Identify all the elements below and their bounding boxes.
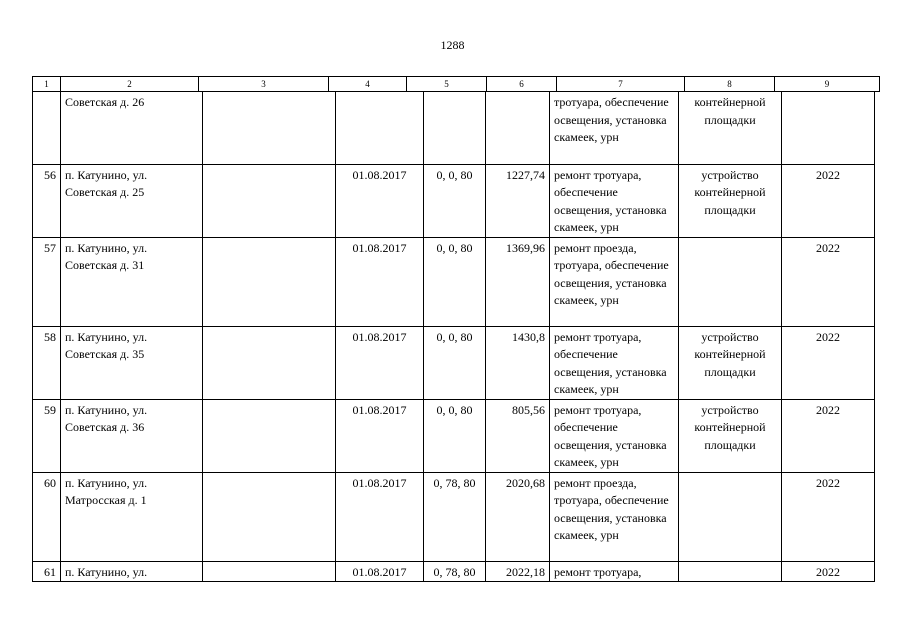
amount-cell [486,92,550,164]
col-header-9: 9 [775,77,880,92]
extra-cell [679,472,782,561]
address-cell: п. Катунино, ул. Советская д. 25 [61,164,203,237]
extra-cell: устройство контейнерной площадки [679,326,782,399]
col-header-6: 6 [487,77,557,92]
address-cell: п. Катунино, ул. Матросская д. 1 [61,472,203,561]
address-cell: п. Катунино, ул. Советская д. 35 [61,326,203,399]
col3-cell [203,399,336,472]
extra-cell [679,237,782,326]
col3-cell [203,326,336,399]
table-row [33,92,875,164]
table-row [33,561,875,582]
row-number [33,92,61,164]
row-number: 56 [33,164,61,237]
works-cell: тротуара, обеспечение освещения, установка скамеек, урн [550,92,679,164]
row-number: 58 [33,326,61,399]
col3-cell [203,92,336,164]
table-row [33,237,875,326]
works-cell: ремонт тротуара, обеспечение освещения, установка скамеек, урн [550,399,679,472]
col-header-4: 4 [329,77,407,92]
works-cell: ремонт тротуара, обеспечение освещения, установка скамеек, урн [550,326,679,399]
col3-cell [203,164,336,237]
date-cell: 01.08.2017 [336,237,424,326]
improvement-table [32,92,875,582]
address-cell: п. Катунино, ул. [61,561,203,582]
coords-cell: 0, 0, 80 [424,237,486,326]
col-header-3: 3 [199,77,329,92]
amount-cell: 2020,68 [486,472,550,561]
extra-cell [679,561,782,582]
amount-cell: 1430,8 [486,326,550,399]
col-header-1: 1 [33,77,61,92]
extra-cell: контейнерной площадки [679,92,782,164]
row-number: 59 [33,399,61,472]
amount-cell: 1227,74 [486,164,550,237]
col3-cell [203,472,336,561]
table-row [33,164,875,237]
extra-cell: устройство контейнерной площадки [679,164,782,237]
address-cell: п. Катунино, ул. Советская д. 31 [61,237,203,326]
column-number-header [32,76,880,92]
col-header-7: 7 [557,77,685,92]
year-cell: 2022 [782,326,875,399]
row-number: 60 [33,472,61,561]
coords-cell: 0, 0, 80 [424,164,486,237]
year-cell: 2022 [782,164,875,237]
col-header-5: 5 [407,77,487,92]
date-cell: 01.08.2017 [336,164,424,237]
col3-cell [203,561,336,582]
works-cell: ремонт тротуара, [550,561,679,582]
amount-cell: 805,56 [486,399,550,472]
address-cell: Советская д. 26 [61,92,203,164]
date-cell: 01.08.2017 [336,399,424,472]
works-cell: ремонт тротуара, обеспечение освещения, установка скамеек, урн [550,164,679,237]
table-row [33,399,875,472]
col3-cell [203,237,336,326]
table-row [33,326,875,399]
works-cell: ремонт проезда, тротуара, обеспечение освещения, установка скамеек, урн [550,472,679,561]
date-cell: 01.08.2017 [336,472,424,561]
year-cell [782,92,875,164]
col-header-8: 8 [685,77,775,92]
coords-cell: 0, 78, 80 [424,472,486,561]
year-cell: 2022 [782,399,875,472]
coords-cell [424,92,486,164]
year-cell: 2022 [782,561,875,582]
row-number: 61 [33,561,61,582]
year-cell: 2022 [782,237,875,326]
coords-cell: 0, 0, 80 [424,326,486,399]
amount-cell: 1369,96 [486,237,550,326]
date-cell [336,92,424,164]
works-cell: ремонт проезда, тротуара, обеспечение освещения, установка скамеек, урн [550,237,679,326]
extra-cell: устройство контейнерной площадки [679,399,782,472]
table-row [33,472,875,561]
page-number: 1288 [440,38,465,52]
coords-cell: 0, 78, 80 [424,561,486,582]
date-cell: 01.08.2017 [336,326,424,399]
amount-cell: 2022,18 [486,561,550,582]
date-cell: 01.08.2017 [336,561,424,582]
coords-cell: 0, 0, 80 [424,399,486,472]
row-number: 57 [33,237,61,326]
year-cell: 2022 [782,472,875,561]
col-header-2: 2 [61,77,199,92]
address-cell: п. Катунино, ул. Советская д. 36 [61,399,203,472]
